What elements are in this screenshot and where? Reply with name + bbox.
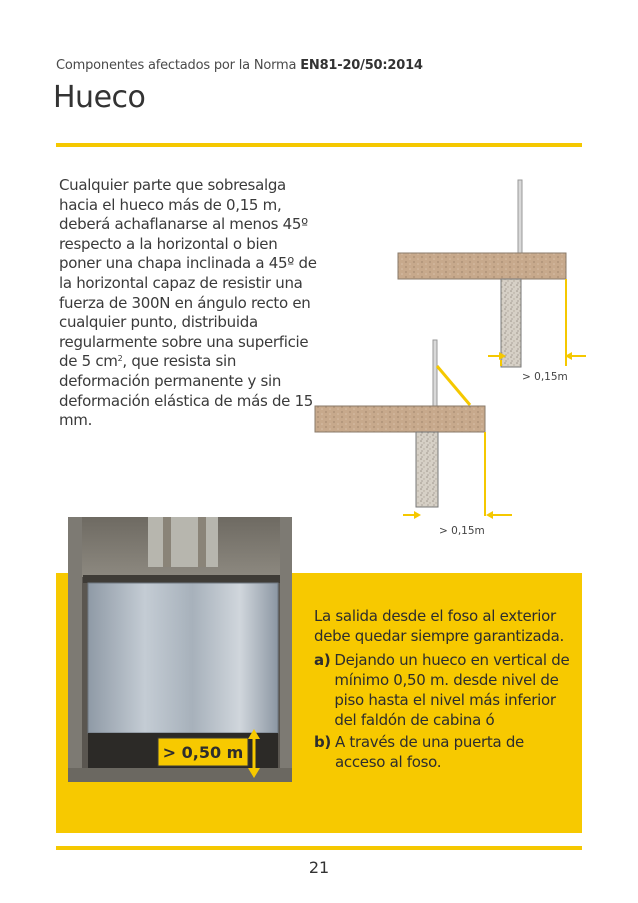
section-subtitle <box>56 58 423 73</box>
item-text: A través de una puerta de acceso al foso. <box>335 733 524 771</box>
lower-diagram <box>315 340 512 537</box>
chamfer-diagram <box>300 170 590 550</box>
paragraph-text: Cualquier parte que sobresalga hacia el hueco más de 0,15 m, deberá achaflanarse al menos 45º respecto a la horizontal o bien poner una chapa inclinada a 45º de la horizontal capaz de resistir una fuerza de 300N en ángulo recto en cualquier punto, distribuida regularmente sobre una superficie de 5 cm <box>59 176 317 371</box>
page-title: Hueco <box>53 80 146 115</box>
list-item <box>314 650 576 730</box>
lower-dimension-label: > 0,15m <box>439 525 485 537</box>
superscript: 2 <box>117 354 123 364</box>
item-text: Dejando un hueco en vertical de mínimo 0,50 m. desde nivel de piso hasta el nivel más inferior del faldón de cabina ó <box>334 651 570 729</box>
paragraph-text-end: , que resista sin deformación permanente y sin deformación elástica de más de 15 mm. <box>59 352 314 430</box>
callout-intro: La salida desde el foso al exterior debe quedar siempre garantizada. <box>314 607 564 645</box>
upper-diagram <box>398 180 586 383</box>
subtitle-text: Componentes afectados por la Norma <box>56 58 301 73</box>
height-badge <box>158 738 248 766</box>
item-label: a) <box>314 651 331 669</box>
list-item <box>314 732 576 772</box>
norm-reference: EN81-20/50:2014 <box>300 58 423 73</box>
page-number: 21 <box>308 858 330 877</box>
pit-photo <box>68 517 292 782</box>
upper-dimension-label: > 0,15m <box>522 371 568 383</box>
top-divider <box>56 143 582 147</box>
bottom-divider <box>56 846 582 850</box>
item-label: b) <box>314 733 331 751</box>
body-paragraph <box>59 176 324 431</box>
callout-text <box>314 606 576 774</box>
height-badge-label: > 0,50 m <box>162 743 244 762</box>
